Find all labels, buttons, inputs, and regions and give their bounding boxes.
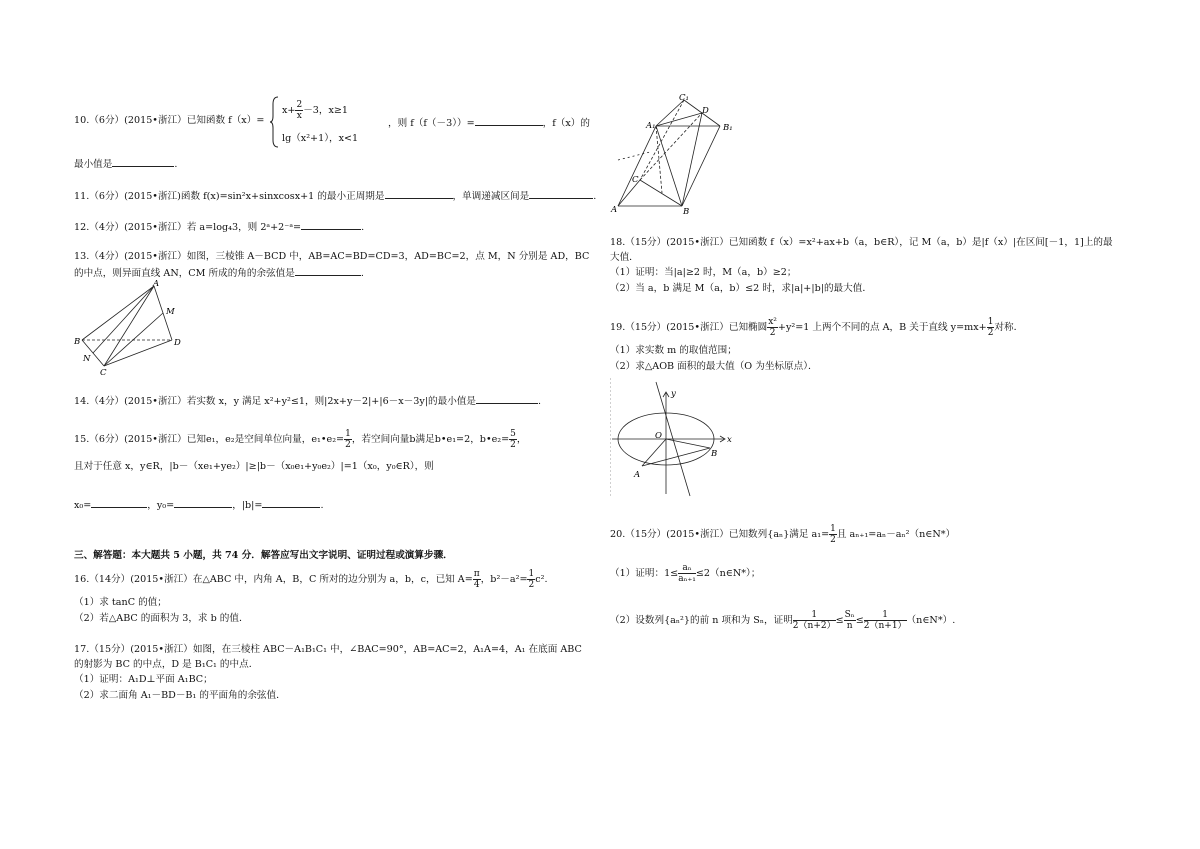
- q10-case2: lg（x²+1），x<1: [282, 133, 359, 144]
- q19-frac-half: $\frac{1}{2}$: [987, 317, 994, 338]
- q19-sub1: （1）求实数 m 的取值范围；: [610, 345, 737, 356]
- label-C: C: [100, 368, 107, 378]
- label-B: B: [683, 207, 690, 217]
- q15-blank-b: [262, 497, 320, 508]
- q13-blank: [295, 265, 361, 276]
- q17-sub1: （1）证明：A₁D⊥平面 A₁BC；: [74, 674, 213, 685]
- q19-line1: 19.（15分）(2015•浙江）已知椭圆 $\frac{\text{x²}}{2}$ +y²=1 上两个不同的点 A，B 关于直线 y=mx+ $\frac{1}{2}$ 对称．: [610, 317, 1024, 338]
- label-D: D: [174, 338, 181, 348]
- q10-blank1: [475, 115, 543, 126]
- q20-frac-right: $\frac{1}{2(n+1)}$: [863, 610, 907, 631]
- label-B: B: [74, 337, 81, 347]
- q16-sub2: （2）若△ABC 的面积为 3，求 b 的值．: [74, 613, 249, 624]
- q19-frac-x2: $\frac{\text{x²}}{2}$: [768, 317, 777, 338]
- section-3-heading: 三、解答题：本大题共 5 小题，共 74 分．解答应写出文字说明、证明过程或演算步骤．: [74, 550, 453, 561]
- label-B1: B₁: [723, 123, 733, 133]
- q16-sub1: （1）求 tanC 的值；: [74, 597, 167, 608]
- q20-frac-an: $\frac{\text{aₙ}}{\text{aₙ₊₁}}$: [678, 563, 696, 584]
- q16-frac-half: $\frac{1}{2}$: [528, 569, 535, 590]
- q17-line1: 17.（15分）(2015•浙江）如图，在三棱柱 ABC－A₁B₁C₁ 中，∠BAC=90°，AB=AC=2，A₁A=4，A₁ 在底面 ABC: [74, 644, 582, 655]
- label-M: M: [166, 307, 175, 317]
- label-x: x: [727, 435, 732, 445]
- q14: 14.（4分）(2015•浙江）若实数 x，y 满足 x²+y²≤1，则|2x+y－2|+|6－x－3y|的最小值是 .: [74, 393, 541, 408]
- q20-frac-half: $\frac{1}{2}$: [830, 524, 836, 545]
- q18-line2: 大值．: [610, 252, 639, 263]
- q11-blank2: [529, 188, 593, 199]
- q18-sub2: （2）当 a，b 满足 M（a，b）≤2 时，求|a|+|b|的最大值．: [610, 283, 872, 294]
- q11: 11.（6分）(2015•浙江)函数 f(x)=sin²x+sinxcosx+1 的最小正周期是 ，单调递减区间是 .: [74, 188, 596, 203]
- q10-mid: ，则 f（f（－3））= ，f（x）的: [388, 115, 590, 130]
- q17-sub2: （2）求二面角 A₁－BD－B₁ 的平面角的余弦值．: [74, 690, 286, 701]
- q20-sub1: （1）证明：1≤ $\frac{\text{aₙ}}{\text{aₙ₊₁}}$ ≤2（n∈N*）；: [610, 563, 761, 584]
- label-A: A: [611, 205, 618, 215]
- label-y: y: [671, 389, 676, 399]
- label-A: A: [634, 470, 641, 480]
- q20-frac-left: $\frac{1}{2(n+2)}$: [792, 610, 836, 631]
- q14-blank: [476, 393, 538, 404]
- piecewise-brace: [270, 96, 280, 148]
- label-D: D: [702, 106, 709, 116]
- label-N: N: [83, 354, 91, 364]
- q16-frac-pi: $\frac{\pi}{4}$: [473, 569, 480, 590]
- q17-line2: 的射影为 BC 的中点，D 是 B₁C₁ 的中点．: [74, 659, 259, 670]
- figure-prism: [610, 92, 740, 217]
- label-A1: A₁: [646, 121, 656, 131]
- q11-blank1: [385, 188, 453, 199]
- q15-blank-x0: [91, 497, 147, 508]
- q15-line1: 15.（6分）(2015•浙江）已知e₁，e₂是空间单位向量，e₁•e₂= $\frac{1}{2}$ ，若空间向量b满足b•e₁=2，b•e₂= $\frac{5}{2}$ ，: [74, 429, 527, 450]
- q15-blank-y0: [174, 497, 232, 508]
- q16-line1: 16.（14分）(2015•浙江）在△ABC 中，内角 A，B，C 所对的边分别为 a，b，c，已知 A= $\frac{\pi}{4}$ ，b²－a²= $\frac{1}{2}$ c².: [74, 569, 548, 590]
- figure-ellipse: [610, 378, 740, 498]
- q10-prefix: 10.（6分）(2015•浙江）已知函数 f（x）=: [74, 115, 265, 126]
- q20-sub2: （2）设数列{aₙ²}的前 n 项和为 Sₙ，证明 $\frac{1}{2(n+2)}$ ≤ $\frac{\text{Sₙ}}{n}$ ≤ $\frac{1}{2(n+1)}$ （n∈N*）.: [610, 610, 956, 631]
- q15-line3: x₀= ，y₀= ，|b|= .: [74, 497, 324, 512]
- q10-line2: 最小值是 .: [74, 156, 177, 171]
- label-C1: C₁: [679, 93, 689, 103]
- q10-case1: x+ $\frac{2}{x}$ －3，x≥1: [282, 100, 349, 121]
- q12: 12.（4分）(2015•浙江）若 a=log₄3，则 2ᵃ+2⁻ᵃ= .: [74, 219, 364, 234]
- label-B: B: [711, 449, 718, 459]
- q13-line1: 13.（4分）(2015•浙江）如图，三棱锥 A－BCD 中，AB=AC=BD=CD=3，AD=BC=2，点 M，N 分别是 AD，BC: [74, 251, 590, 262]
- q10-frac: $\frac{2}{x}$: [296, 100, 303, 121]
- q20-frac-sn: $\frac{\text{Sₙ}}{n}$: [844, 610, 855, 631]
- q10-blank2: [112, 156, 174, 167]
- q12-blank: [301, 219, 361, 230]
- q15-line2: 且对于任意 x，y∈R，|b－（xe₁+ye₂）|≥|b－（x₀e₁+y₀e₂）|=1（x₀，y₀∈R），则: [74, 461, 434, 472]
- q19-sub2: （2）求△AOB 面积的最大值（O 为坐标原点）．: [610, 361, 818, 372]
- q13-line2: 的中点，则异面直线 AN，CM 所成的角的余弦值是 .: [74, 265, 364, 280]
- q15-frac-52: $\frac{5}{2}$: [510, 429, 516, 450]
- q15-frac-half: $\frac{1}{2}$: [345, 429, 351, 450]
- figure-tetrahedron: [74, 278, 194, 378]
- label-A: A: [153, 279, 160, 289]
- label-C: C: [632, 175, 639, 185]
- label-O: O: [655, 431, 662, 441]
- q18-sub1: （1）证明：当|a|≥2 时，M（a，b）≥2；: [610, 267, 797, 278]
- q18-line1: 18.（15分）(2015•浙江）已知函数 f（x）=x²+ax+b（a，b∈R），记 M（a，b）是|f（x）|在区间[－1，1]上的最: [610, 237, 1113, 248]
- q20-line1: 20.（15分）(2015•浙江）已知数列{aₙ}满足 a₁= $\frac{1}{2}$ 且 aₙ₊₁=aₙ－aₙ²（n∈N*）: [610, 524, 956, 545]
